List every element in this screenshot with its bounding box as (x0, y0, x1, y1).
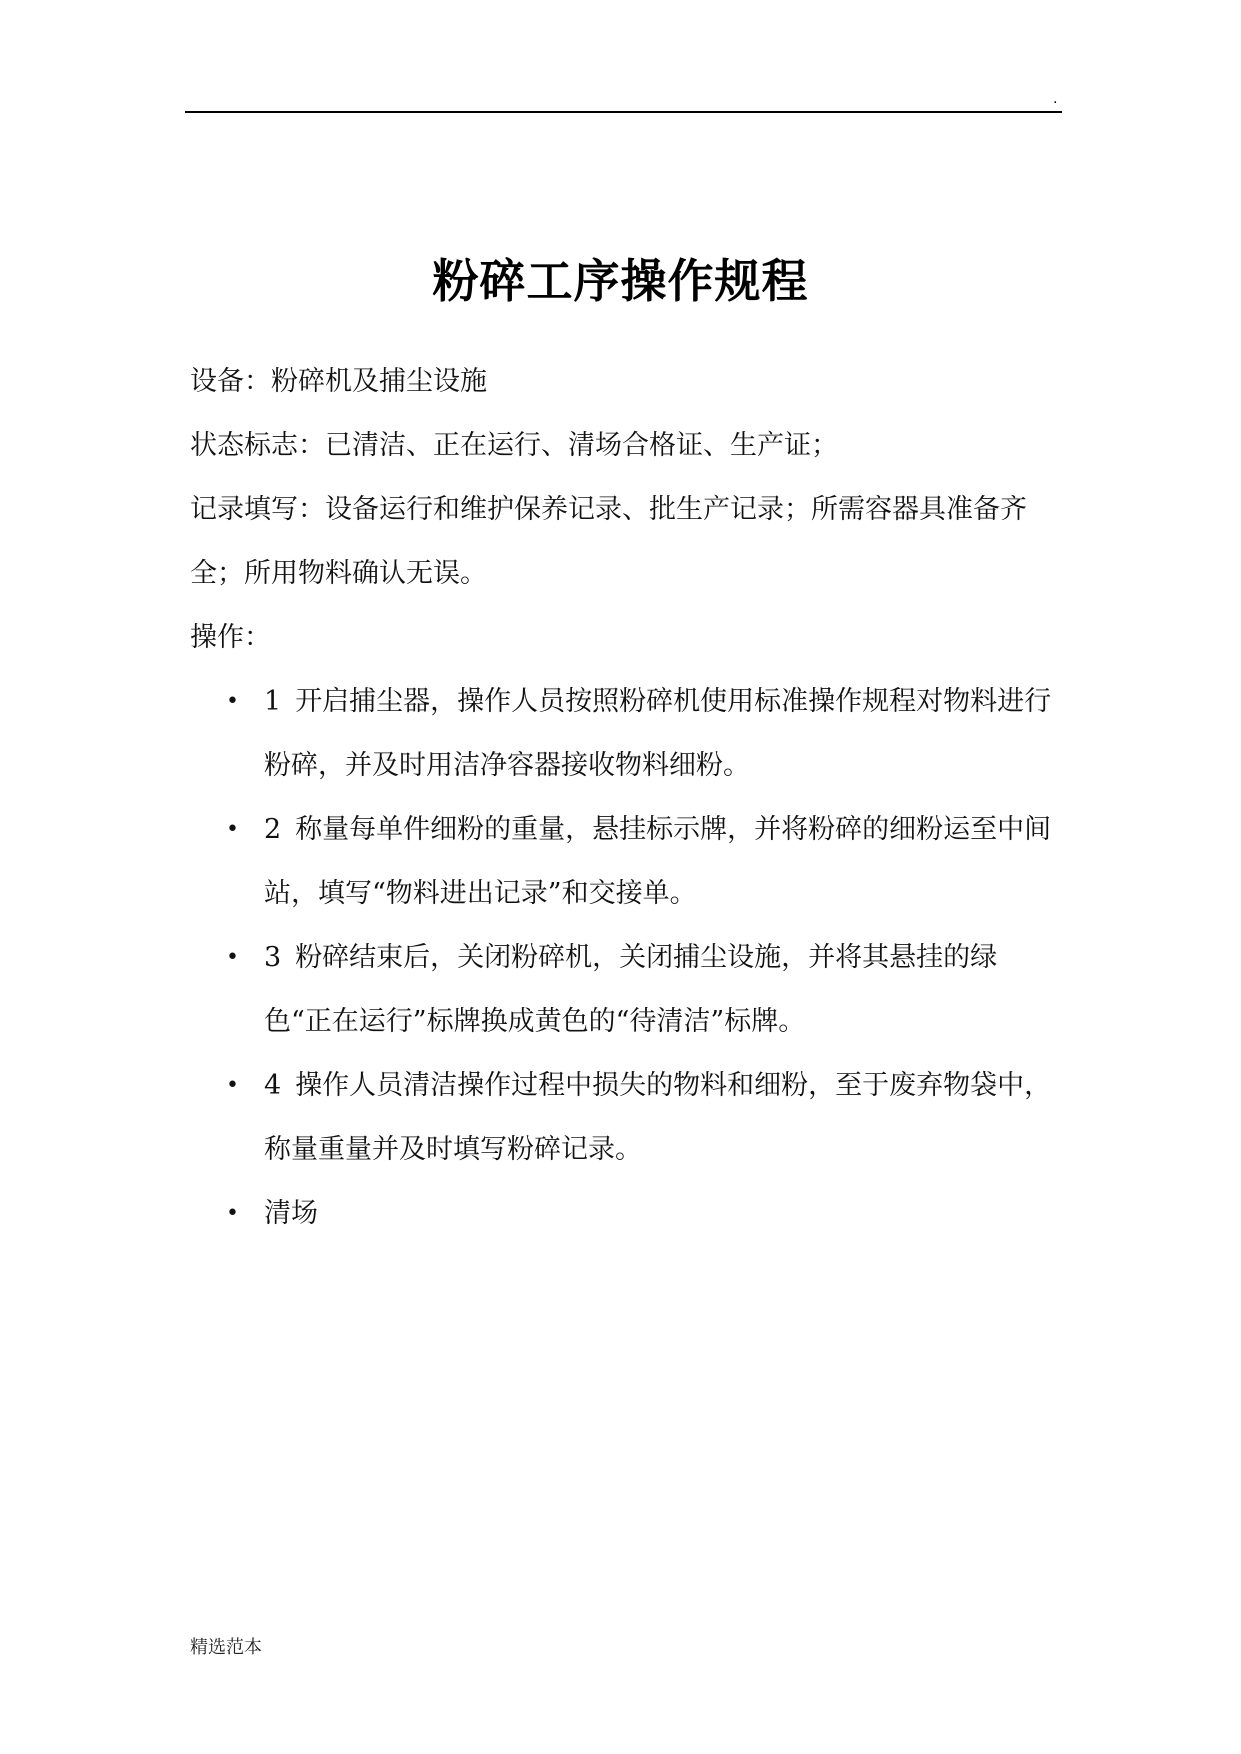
operation-list (190, 670, 1060, 1246)
records-paragraph: 记录填写：设备运行和维护保养记录、批生产记录；所需容器具准备齐全；所用物料确认无误。 (190, 494, 1027, 589)
bullet-icon: • (226, 945, 239, 970)
step-text: 操作人员清洁操作过程中损失的物料和细粉，至于废弃物袋中，称量重量并及时填写粉碎记录。 (264, 1070, 1052, 1165)
bullet-icon: • (226, 1073, 239, 1098)
step-number: 1 (264, 686, 282, 717)
operation-item-2 (190, 798, 1060, 926)
header-rule (185, 111, 1062, 113)
operation-item-3 (190, 926, 1060, 1054)
page-title: 粉碎工序操作规程 (432, 253, 809, 308)
step-number: 4 (264, 1070, 282, 1101)
step-number: 3 (264, 942, 282, 973)
step-text: 清场 (264, 1198, 318, 1229)
step-number: 2 (264, 814, 282, 845)
document-body (190, 350, 1060, 1246)
step-text: 粉碎结束后，关闭粉碎机，关闭捕尘设施，并将其悬挂的绿色“正在运行”标牌换成黄色的“待清洁”标牌。 (264, 942, 998, 1037)
step-text: 开启捕尘器，操作人员按照粉碎机使用标准操作规程对物料进行粉碎，并及时用洁净容器接收物料细粉。 (264, 686, 1052, 781)
operation-heading: 操作： (190, 622, 271, 653)
operation-item-4 (190, 1054, 1060, 1182)
status-line: 状态标志：已清洁、正在运行、清场合格证、生产证； (190, 430, 838, 461)
header-mark: . (1053, 91, 1058, 107)
bullet-icon: • (226, 817, 239, 842)
footer-label: 精选范本 (190, 1637, 262, 1658)
operation-item-5 (190, 1182, 1060, 1246)
equipment-line: 设备：粉碎机及捕尘设施 (190, 366, 487, 397)
operation-item-1 (190, 670, 1060, 798)
bullet-icon: • (226, 689, 239, 714)
bullet-icon: • (226, 1201, 239, 1226)
step-text: 称量每单件细粉的重量，悬挂标示牌，并将粉碎的细粉运至中间站，填写“物料进出记录”和交接单。 (264, 814, 1052, 909)
